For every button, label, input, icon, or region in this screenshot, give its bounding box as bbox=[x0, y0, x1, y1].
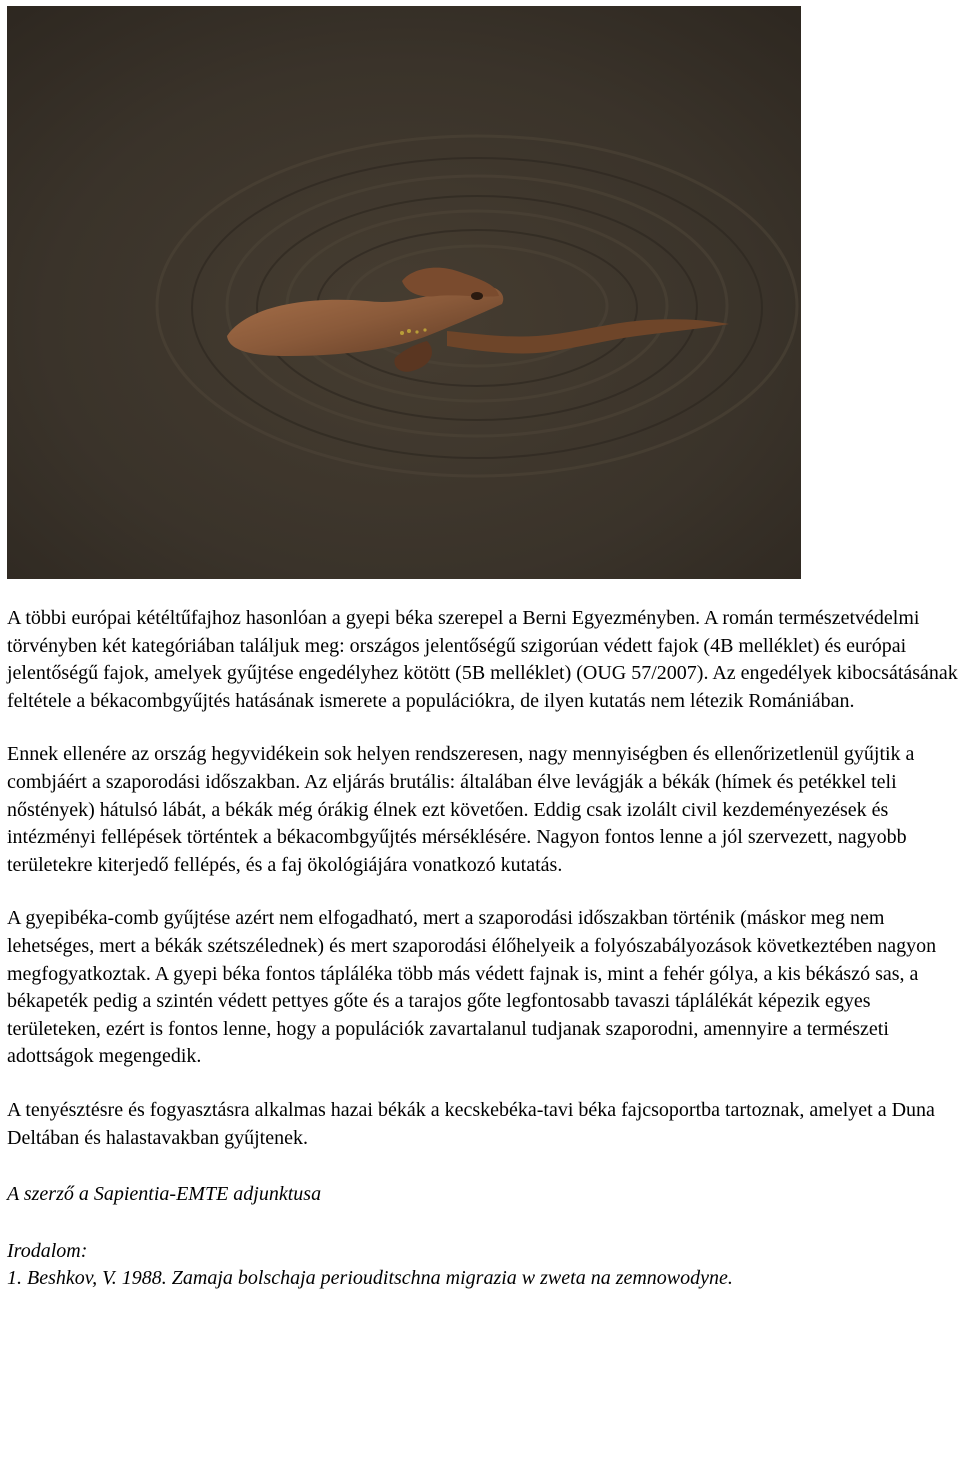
paragraph-why-unacceptable: A gyepibéka-comb gyűjtése azért nem elfogadható, mert a szaporodási időszakban történik (máskor meg nem lehetséges, mert a békák szétszélednek) és mert szaporodási élőhelyeik a folyószabályozások következtében nagyon megfogyatkoztak. A gyepi béka fontos tápláléka több más védett fajnak is, mint a fehér gólya, a kis békászó sas, a békapeték pedig a szintén védett pettyes gőte és a tarajos gőte legfontosabb tavaszi táplálékát képezik egyes területeken, ezért is fontos lenne, hogy a populációk zavartalanul tudjanak szaporodni, amennyire a természeti adottságok megengedik. bbox=[7, 907, 937, 1068]
references-heading: Irodalom: bbox=[7, 1239, 88, 1262]
paragraph-collection-practices: Ennek ellenére az ország hegyvidékein sok helyen rendszeresen, nagy mennyiségben és ellenőrizetlenül gyűjtik a combjáért a szaporodási időszakban. Az eljárás brutális: általában élve levágják a békák (hímek és petékkel teli nőstények) hátulsó lábát, a békák még órákig élnek ezt követően. Eddig csak izolált civil kezdeményezések és intézményi fellépések történtek a békacombgyűjtés mérséklésére. Nagyon fontos lenne a jól szervezett, nagyobb területekre kiterjedő fellépés, és a faj ökológiájára vonatkozó kutatás. bbox=[7, 743, 915, 876]
frog-photo bbox=[7, 6, 801, 579]
paragraph-edible-frogs: A tenyésztésre és fogyasztásra alkalmas hazai békák a kecskebéka-tavi béka fajcsoportba tartoznak, amelyet a Duna Deltában és halastavakban gyűjtenek. bbox=[7, 1098, 935, 1149]
author-signature: A szerző a Sapientia-EMTE adjunktusa bbox=[7, 1183, 322, 1206]
reference-item: 1. Beshkov, V. 1988. Zamaja bolschaja periouditschna migrazia w zweta na zemnowodyne. bbox=[7, 1267, 733, 1290]
article-text bbox=[7, 605, 959, 1293]
paragraph-berne-convention: A többi európai kétéltűfajhoz hasonlóan a gyepi béka szerepel a Berni Egyezményben. A román természetvédelmi törvényben két kategóriában találjuk meg: országos jelentőségű szigorúan védett fajok (4B melléklet) és európai jelentőségű fajok, amelyek gyűjtése engedélyhez kötött (5B melléklet) (OUG 57/2007). Az engedélyek kibocsátásának feltétele a békacombgyűjtés hatásának ismerete a populációkra, de ilyen kutatás nem létezik Romániában. bbox=[7, 607, 958, 712]
